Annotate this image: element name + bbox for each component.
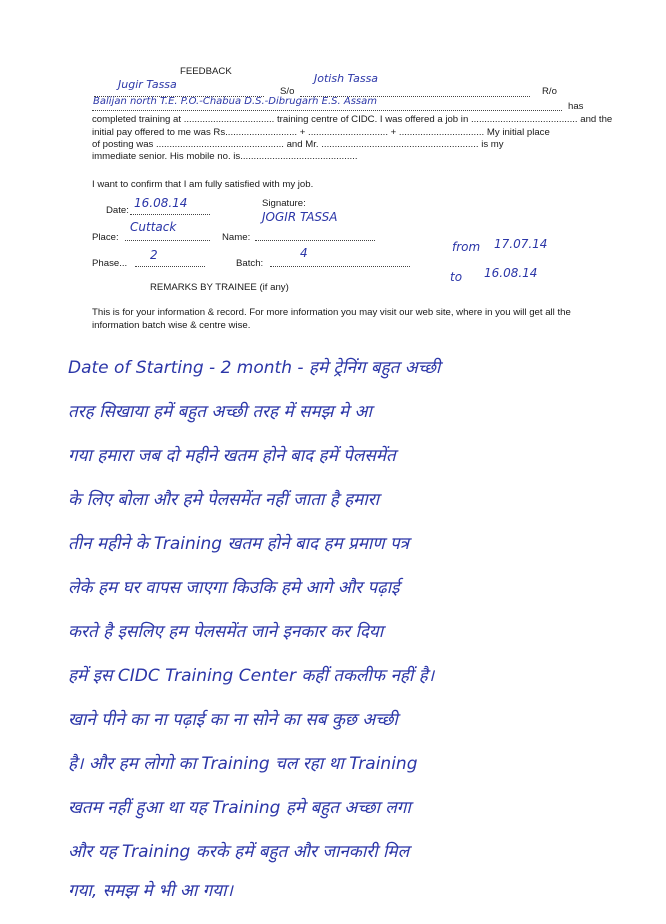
form-line-training: completed training at .................................. training centre of CIDC. I was offered a job in ........................................ and the <box>92 114 613 125</box>
remarks-line: गया, समझ मे भी आ गया। <box>68 881 233 901</box>
remarks-line: खाने पीने का ना पढ़ाई का ना सोने का सब कुछ अच्छी <box>68 710 398 730</box>
remarks-line: Date of Starting - 2 month - हमे ट्रेनिंग बहुत अच्छी <box>68 358 441 378</box>
remarks-line: करते है इसलिए हम पेलसमेंत जाने इनकार कर दिया <box>68 622 384 642</box>
form-line-senior: immediate senior. His mobile no. is............................................ <box>92 151 358 162</box>
date-label: Date: <box>106 205 129 216</box>
remarks-line: और यह Training करके हमें बहुत और जानकारी मिल <box>68 842 410 862</box>
remarks-line: तीन महीने के Training खतम होने बाद हम प्रमाण पत्र <box>68 534 410 554</box>
father-name-handwritten: Jotish Tassa <box>314 72 379 85</box>
remarks-line: लेके हम घर वापस जाएगा किउकि हमे आगे और पढ़ाई <box>68 578 400 598</box>
remarks-label: REMARKS BY TRAINEE (if any) <box>150 282 289 293</box>
phase-label: Phase... <box>92 258 128 269</box>
batch-dotted-line <box>270 266 410 267</box>
info-line-1: This is for your information & record. For more information you may visit our web site, where in you will get all the <box>92 307 571 318</box>
form-line-pay: initial pay offered to me was Rs........................... + .............................. + ................................ My initial place <box>92 127 550 138</box>
place-label: Place: <box>92 232 119 243</box>
remarks-line: के लिए बोला और हमे पेलसमेंत नहीं जाता है हमारा <box>68 490 380 510</box>
has-label: has <box>568 101 584 112</box>
phase-value-handwritten: 2 <box>150 248 158 262</box>
trainee-name-handwritten: Jugir Tassa <box>118 78 177 91</box>
so-label: S/o <box>280 86 295 97</box>
remarks-line: तरह सिखाया हमें बहुत अच्छी तरह में समझ मे आ <box>68 402 372 422</box>
to-label-handwritten: to <box>450 270 463 284</box>
place-value-handwritten: Cuttack <box>130 220 177 234</box>
to-date-handwritten: 16.08.14 <box>484 266 538 280</box>
form-title: FEEDBACK <box>180 66 232 77</box>
form-line-posting: of posting was ................................................ and Mr. ........................................................... is my <box>92 139 504 150</box>
remarks-line: है। और हम लोगो का Training चल रहा था Training <box>68 754 418 774</box>
name-label: Name: <box>222 232 251 243</box>
signature-label: Signature: <box>262 198 306 209</box>
address-dotted-line <box>92 110 562 111</box>
signature-handwritten: JOGIR TASSA <box>262 210 338 224</box>
remarks-line: गया हमारा जब दो महीने खतम होने बाद हमें पेलसमेंत <box>68 446 396 466</box>
confirm-statement: I want to confirm that I am fully satisfied with my job. <box>92 179 314 190</box>
batch-label: Batch: <box>236 258 264 269</box>
ro-label: R/o <box>542 86 557 97</box>
from-label-handwritten: from <box>452 240 481 254</box>
date-value-handwritten: 16.08.14 <box>134 196 188 210</box>
phase-dotted-line <box>135 266 205 267</box>
remarks-line: हमें इस CIDC Training Center कहीं तकलीफ नहीं है। <box>68 666 435 686</box>
address-handwritten: Balijan north T.E. P.O.-Chabua D.S.-Dibrugarh E.S. Assam <box>93 96 377 107</box>
name-sig-dotted-line <box>255 240 375 241</box>
date-dotted-line <box>130 214 210 215</box>
place-dotted-line <box>125 240 210 241</box>
remarks-line: खतम नहीं हुआ था यह Training हमे बहुत अच्छा लगा <box>68 798 411 818</box>
batch-value-handwritten: 4 <box>300 246 308 260</box>
from-date-handwritten: 17.07.14 <box>494 237 548 251</box>
info-line-2: information batch wise & centre wise. <box>92 320 251 331</box>
